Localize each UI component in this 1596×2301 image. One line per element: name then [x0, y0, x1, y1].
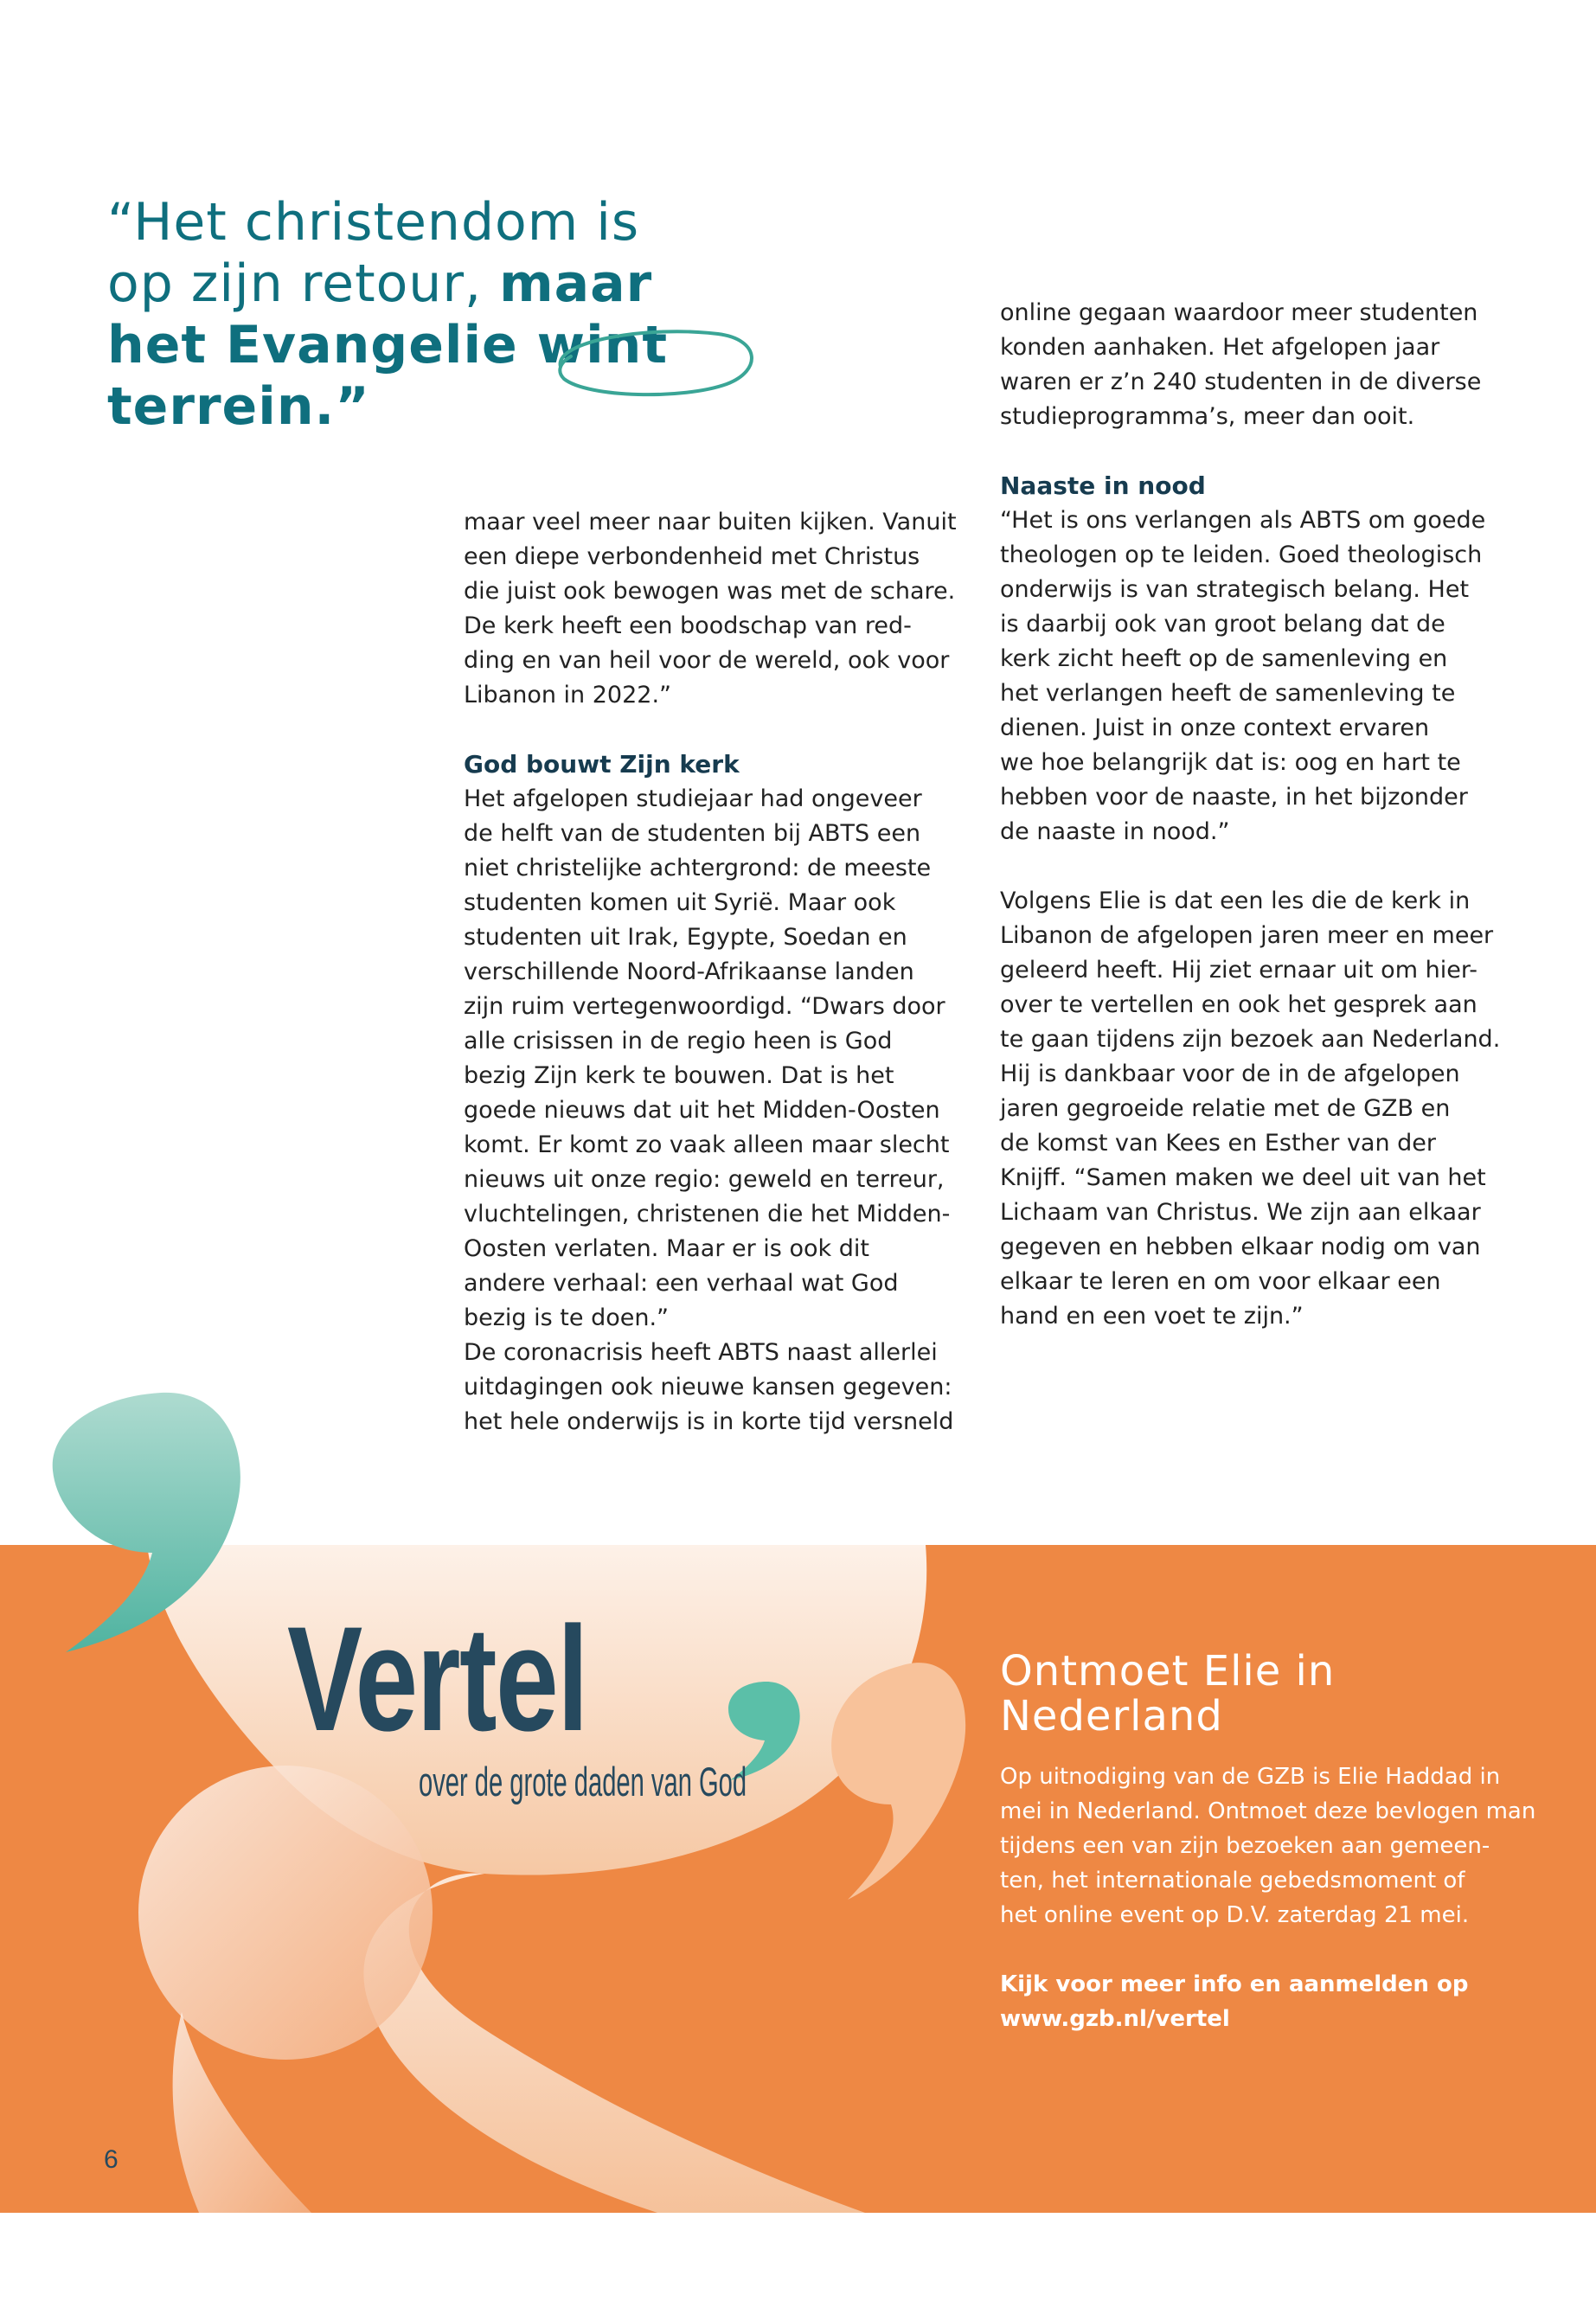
- large-speech-bubble-tail: [363, 1874, 865, 2213]
- pull-quote-line-1: “Het christendom is: [107, 192, 640, 253]
- right-section-paragraph: [1000, 503, 1528, 849]
- text-line: een diepe verbondenheid met Christus: [464, 543, 920, 570]
- text-line: de komst van Kees en Esther van der: [1000, 1130, 1437, 1157]
- teal-comma-icon: [48, 1384, 256, 1661]
- text-line: alle crisissen in de regio heen is God: [464, 1028, 893, 1054]
- text-line: theologen op te leiden. Goed theologisch: [1000, 542, 1483, 568]
- text-line: het hele onderwijs is in korte tijd versneld: [464, 1408, 954, 1435]
- peach-comma-shape: [831, 1663, 965, 1900]
- text-line: bezig is te doen.”: [464, 1304, 670, 1331]
- pull-quote-line-2-regular: op zijn retour,: [107, 253, 500, 314]
- text-line: goede nieuws dat uit het Midden-Oosten: [464, 1097, 940, 1124]
- text-line: studenten uit Irak, Egypte, Soedan en: [464, 924, 907, 951]
- info-text-line: het online event op D.V. zaterdag 21 mei.: [1000, 1902, 1470, 1928]
- text-line: over te vertellen en ook het gesprek aan: [1000, 991, 1477, 1018]
- text-line: bezig Zijn kerk te bouwen. Dat is het: [464, 1062, 894, 1089]
- text-line: Knijff. “Samen maken we deel uit van het: [1000, 1164, 1486, 1191]
- vertel-logo-word: Vertel: [287, 1596, 587, 1762]
- text-line: studenten komen uit Syrië. Maar ook: [464, 889, 896, 916]
- text-line: dienen. Juist in onze context ervaren: [1000, 715, 1430, 741]
- text-line: hebben voor de naaste, in het bijzonder: [1000, 784, 1468, 811]
- middle-intro-paragraph: [464, 505, 974, 713]
- info-heading-line-1: Ontmoet Elie in: [1000, 1647, 1336, 1695]
- text-line: De kerk heeft een boodschap van red-: [464, 612, 912, 639]
- info-text-line: tijdens een van zijn bezoeken aan gemeen-: [1000, 1833, 1490, 1859]
- text-line: is daarbij ook van groot belang dat de: [1000, 611, 1445, 638]
- info-text-line: mei in Nederland. Ontmoet deze bevlogen man: [1000, 1798, 1536, 1824]
- info-text-line: Op uitnodiging van de GZB is Elie Haddad in: [1000, 1764, 1501, 1790]
- text-line: elkaar te leren en om voor elkaar een: [1000, 1268, 1441, 1295]
- text-line: te gaan tijdens zijn bezoek aan Nederland.: [1000, 1026, 1501, 1053]
- text-line: nieuws uit onze regio: geweld en terreur,: [464, 1166, 945, 1193]
- text-line: “Het is ons verlangen als ABTS om goede: [1000, 507, 1486, 534]
- text-line: gegeven en hebben elkaar nodig om van: [1000, 1234, 1481, 1260]
- text-line: Volgens Elie is dat een les die de kerk in: [1000, 888, 1471, 914]
- text-line: vluchtelingen, christenen die het Midden-: [464, 1201, 951, 1227]
- pull-quote-line-3-bold: het Evangelie wint: [107, 315, 669, 375]
- text-line: die juist ook bewogen was met de schare.: [464, 578, 956, 605]
- text-line: andere verhaal: een verhaal wat God: [464, 1270, 899, 1297]
- text-line: maar veel meer naar buiten kijken. Vanuit: [464, 509, 957, 535]
- text-line: zijn ruim vertegenwoordigd. “Dwars door: [464, 993, 945, 1020]
- text-line: uitdagingen ook nieuwe kansen gegeven:: [464, 1374, 952, 1400]
- section-heading-god-bouwt: God bouwt Zijn kerk: [464, 750, 740, 779]
- text-line: De coronacrisis heeft ABTS naast allerlei: [464, 1339, 938, 1366]
- text-line: het verlangen heeft de samenleving te: [1000, 680, 1456, 707]
- info-heading-line-2: Nederland: [1000, 1692, 1223, 1740]
- text-line: jaren gegroeide relatie met de GZB en: [1000, 1095, 1451, 1122]
- text-line: onderwijs is van strategisch belang. Het: [1000, 576, 1470, 603]
- pull-quote: [107, 192, 869, 438]
- article-column-right: [1000, 296, 1528, 1334]
- text-line: kerk zicht heeft op de samenleving en: [1000, 645, 1448, 672]
- info-body-paragraph: [1000, 1759, 1536, 1932]
- text-line: we hoe belangrijk dat is: oog en hart te: [1000, 749, 1461, 776]
- pull-quote-line-2: [107, 253, 869, 315]
- page-number: 6: [104, 2145, 119, 2174]
- text-line: studieprogramma’s, meer dan ooit.: [1000, 403, 1415, 430]
- pull-quote-line-4-bold: terrein.”: [107, 376, 370, 437]
- text-line: de naaste in nood.”: [1000, 818, 1230, 845]
- section-heading-naaste-in-nood: Naaste in nood: [1000, 471, 1206, 500]
- text-line: online gegaan waardoor meer studenten: [1000, 299, 1478, 326]
- right-closing-paragraph: [1000, 884, 1528, 1334]
- right-intro-paragraph: [1000, 296, 1528, 434]
- highlight-oval-icon: [545, 322, 761, 400]
- text-line: Hij is dankbaar voor de in de afgelopen: [1000, 1061, 1460, 1087]
- info-text-line: ten, het internationale gebedsmoment of: [1000, 1868, 1465, 1894]
- text-line: geleerd heeft. Hij ziet ernaar uit om hier-: [1000, 957, 1477, 984]
- text-line: ding en van heil voor de wereld, ook voor: [464, 647, 950, 674]
- info-cta-link[interactable]: www.gzb.nl/vertel: [1000, 2006, 1230, 2032]
- text-line: niet christelijke achtergrond: de meeste: [464, 855, 932, 881]
- text-line: komt. Er komt zo vaak alleen maar slecht: [464, 1131, 950, 1158]
- text-line: Oosten verlaten. Maar er is ook dit: [464, 1235, 869, 1262]
- text-line: Libanon in 2022.”: [464, 682, 672, 708]
- text-line: Libanon de afgelopen jaren meer en meer: [1000, 922, 1494, 949]
- pull-quote-line-2-bold: maar: [499, 253, 653, 314]
- info-heading: [1000, 1649, 1554, 1739]
- middle-section-paragraph: [464, 782, 974, 1439]
- text-line: Lichaam van Christus. We zijn aan elkaar: [1000, 1199, 1481, 1226]
- text-line: waren er z’n 240 studenten in de diverse: [1000, 369, 1482, 395]
- text-line: Het afgelopen studiejaar had ongeveer: [464, 785, 922, 812]
- info-cta-line-1: Kijk voor meer info en aanmelden op: [1000, 1971, 1469, 1997]
- text-line: hand en een voet te zijn.”: [1000, 1303, 1304, 1330]
- text-line: konden aanhaken. Het afgelopen jaar: [1000, 334, 1440, 361]
- vertel-logo-tagline: over de grote daden van God: [419, 1759, 747, 1804]
- info-body: [1000, 1759, 1536, 2036]
- text-line: de helft van de studenten bij ABTS een: [464, 820, 921, 847]
- text-line: verschillende Noord-Afrikaanse landen: [464, 958, 914, 985]
- article-column-middle: [464, 505, 974, 1439]
